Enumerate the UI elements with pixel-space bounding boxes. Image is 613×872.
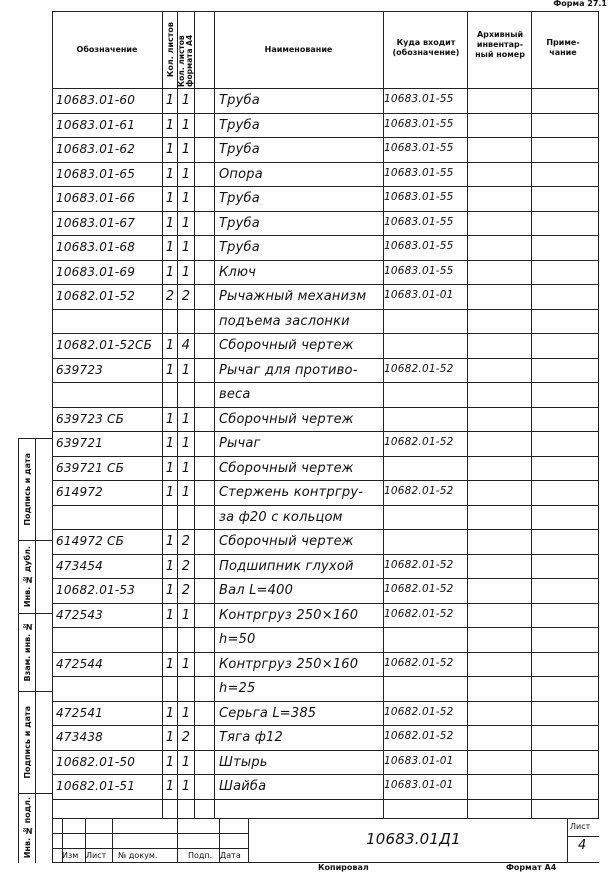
cell-sheets: 1 bbox=[165, 338, 175, 353]
cell-included: 10683.01-01 bbox=[384, 289, 454, 301]
cell-sheets: 1 bbox=[165, 436, 175, 451]
cell-sheets: 1 bbox=[165, 534, 175, 549]
cell-designation: 473438 bbox=[56, 730, 104, 744]
cell-a4: 1 bbox=[181, 754, 191, 770]
cell-a4: 1 bbox=[181, 460, 191, 476]
cell-sheets: 1 bbox=[165, 730, 175, 745]
cell-a4: 1 bbox=[181, 191, 191, 206]
cell-designation: 10682.01-52 bbox=[56, 289, 136, 303]
header-included-in: Куда входит (обозначение) bbox=[392, 38, 460, 57]
cell-sheets: 1 bbox=[165, 362, 175, 378]
cell-a4: 2 bbox=[181, 730, 191, 745]
cell-sheets: 1 bbox=[165, 166, 175, 182]
cell-designation: 10683.01-65 bbox=[56, 166, 136, 181]
cell-sheets: 1 bbox=[165, 240, 175, 255]
cell-included: 10683.01-55 bbox=[384, 142, 454, 154]
cell-sheets: 1 bbox=[165, 705, 175, 721]
cell-name: Вал L=400 bbox=[219, 583, 294, 598]
cell-name: h=25 bbox=[219, 681, 256, 696]
header-a4-count: Кол. листов формата А4 bbox=[177, 34, 194, 87]
footer-copied: Копировал bbox=[318, 863, 369, 872]
title-col-list: Лист bbox=[86, 851, 107, 860]
cell-designation: 10683.01-68 bbox=[56, 240, 136, 254]
cell-a4: 2 bbox=[181, 534, 191, 549]
cell-designation: 10682.01-51 bbox=[56, 779, 136, 793]
cell-a4: 1 bbox=[181, 240, 191, 255]
side-label-repl-no: Взам. инв. № bbox=[22, 622, 32, 682]
header-designation: Обозначение bbox=[76, 45, 138, 54]
cell-sheets: 1 bbox=[165, 779, 175, 794]
cell-included: 10682.01-52 bbox=[384, 705, 454, 718]
cell-name: Тяга ф12 bbox=[219, 730, 283, 745]
cell-designation: 472541 bbox=[56, 705, 104, 720]
cell-designation: 639721 СБ bbox=[56, 460, 125, 475]
cell-designation: 472544 bbox=[56, 656, 104, 671]
cell-a4: 1 bbox=[181, 93, 191, 108]
header-sheet-count: Кол. листов bbox=[165, 22, 175, 78]
cell-designation: 10682.01-52СБ bbox=[56, 338, 153, 352]
cell-sheets: 1 bbox=[165, 411, 175, 427]
cell-designation: 639721 bbox=[56, 436, 104, 450]
cell-a4: 1 bbox=[181, 656, 191, 672]
cell-name: Опора bbox=[219, 166, 263, 182]
title-col-date: Дата bbox=[220, 851, 241, 860]
cell-a4: 1 bbox=[181, 779, 191, 794]
title-col-doc: № докум. bbox=[118, 851, 158, 860]
cell-sheets: 1 bbox=[165, 215, 175, 231]
cell-sheets: 2 bbox=[165, 289, 175, 304]
cell-name: Труба bbox=[219, 240, 260, 255]
cell-designation: 10682.01-53 bbox=[56, 583, 136, 597]
cell-name: подъема заслонки bbox=[219, 313, 350, 329]
cell-a4: 2 bbox=[181, 558, 191, 574]
cell-sheets: 1 bbox=[165, 93, 175, 108]
cell-name: Труба bbox=[219, 93, 260, 108]
cell-name: Труба bbox=[219, 142, 260, 157]
header-name: Наименование bbox=[264, 45, 333, 54]
cell-sheets: 1 bbox=[165, 485, 175, 500]
cell-included: 10682.01-52 bbox=[384, 656, 454, 669]
cell-name: Шайба bbox=[219, 779, 267, 794]
cell-a4: 1 bbox=[181, 166, 191, 182]
cell-included: 10682.01-52 bbox=[384, 558, 454, 571]
cell-designation: 614972 bbox=[56, 485, 104, 499]
cell-a4: 1 bbox=[181, 264, 191, 280]
side-label-sign-date-bottom: Подпись и дата bbox=[22, 705, 32, 779]
cell-sheets: 1 bbox=[165, 142, 175, 157]
cell-designation: 10683.01-66 bbox=[56, 191, 136, 205]
cell-designation: 473454 bbox=[56, 558, 104, 573]
cell-included: 10683.01-55 bbox=[384, 166, 454, 179]
cell-designation: 10682.01-50 bbox=[56, 754, 136, 769]
header-archive-no: Архивный инвентар-ный номер bbox=[475, 30, 525, 59]
cell-name: Штырь bbox=[219, 754, 268, 770]
cell-name: Сборочный чертеж bbox=[219, 411, 354, 427]
cell-a4: 1 bbox=[181, 485, 191, 500]
cell-a4: 1 bbox=[181, 362, 191, 378]
cell-name: за ф20 с кольцом bbox=[219, 509, 343, 525]
cell-designation: 639723 СБ bbox=[56, 411, 125, 426]
cell-included: 10682.01-52 bbox=[384, 607, 454, 620]
cell-designation: 10683.01-67 bbox=[56, 215, 136, 230]
cell-included: 10682.01-52 bbox=[384, 730, 454, 742]
cell-name: Контргруз 250×160 bbox=[219, 607, 359, 623]
cell-name: Серьга L=385 bbox=[219, 705, 317, 721]
cell-a4: 4 bbox=[181, 338, 191, 353]
cell-a4: 1 bbox=[181, 411, 191, 427]
cell-included: 10683.01-55 bbox=[384, 117, 454, 130]
cell-name: Сборочный чертеж bbox=[219, 534, 354, 549]
cell-sheets: 1 bbox=[165, 117, 175, 133]
cell-a4: 1 bbox=[181, 142, 191, 157]
cell-name: h=50 bbox=[219, 632, 256, 647]
side-label-orig-no: Инв. № подл. bbox=[22, 797, 32, 859]
cell-sheets: 1 bbox=[165, 191, 175, 206]
cell-included: 10682.01-52 bbox=[384, 436, 454, 448]
title-col-izm: Изм bbox=[62, 851, 79, 860]
cell-name: Рычажный механизм bbox=[219, 289, 367, 304]
header-note: Приме-чание bbox=[546, 38, 580, 57]
title-col-sign: Подп. bbox=[188, 851, 213, 860]
cell-sheets: 1 bbox=[165, 754, 175, 770]
cell-sheets: 1 bbox=[165, 460, 175, 476]
side-label-sign-date-top: Подпись и дата bbox=[22, 452, 32, 526]
cell-name: Ключ bbox=[219, 264, 256, 280]
cell-sheets: 1 bbox=[165, 558, 175, 574]
cell-a4: 1 bbox=[181, 117, 191, 133]
cell-name: Рычаг bbox=[219, 436, 261, 451]
cell-name: Контргруз 250×160 bbox=[219, 656, 359, 672]
cell-included: 10682.01-52 bbox=[384, 485, 454, 497]
cell-included: 10683.01-01 bbox=[384, 779, 454, 791]
cell-included: 10683.01-01 bbox=[384, 754, 454, 767]
cell-designation: 639723 bbox=[56, 362, 104, 377]
cell-name: Сборочный чертеж bbox=[219, 338, 354, 353]
document-code: 10683.01Д1 bbox=[366, 830, 461, 848]
cell-sheets: 1 bbox=[165, 264, 175, 280]
cell-sheets: 1 bbox=[165, 607, 175, 623]
cell-a4: 1 bbox=[181, 607, 191, 623]
side-label-dupl-no: Инв. № дубл. bbox=[22, 545, 32, 608]
sheet-label: Лист bbox=[570, 822, 591, 831]
cell-name: веса bbox=[219, 387, 251, 402]
form-label: Форма 27.1 bbox=[553, 0, 607, 8]
cell-name: Стержень контргру- bbox=[219, 485, 364, 500]
cell-designation: 614972 СБ bbox=[56, 534, 125, 548]
cell-a4: 2 bbox=[181, 583, 191, 598]
cell-name: Рычаг для противо- bbox=[219, 362, 358, 378]
cell-a4: 1 bbox=[181, 215, 191, 231]
cell-a4: 2 bbox=[181, 289, 191, 304]
cell-name: Труба bbox=[219, 215, 260, 231]
cell-included: 10683.01-55 bbox=[384, 215, 454, 228]
sheet-number: 4 bbox=[578, 838, 587, 853]
cell-included: 10683.01-55 bbox=[384, 240, 454, 252]
cell-sheets: 1 bbox=[165, 656, 175, 672]
cell-a4: 1 bbox=[181, 436, 191, 451]
cell-included: 10682.01-52 bbox=[384, 362, 454, 375]
cell-designation: 10683.01-69 bbox=[56, 264, 136, 279]
cell-name: Подшипник глухой bbox=[219, 558, 354, 574]
cell-name: Сборочный чертеж bbox=[219, 460, 354, 476]
cell-designation: 10683.01-62 bbox=[56, 142, 136, 156]
cell-name: Труба bbox=[219, 117, 260, 133]
cell-included: 10683.01-55 bbox=[384, 93, 454, 105]
cell-designation: 472543 bbox=[56, 607, 104, 622]
footer-format: Формат А4 bbox=[506, 863, 557, 872]
cell-sheets: 1 bbox=[165, 583, 175, 598]
cell-included: 10682.01-52 bbox=[384, 583, 454, 595]
cell-designation: 10683.01-61 bbox=[56, 117, 136, 132]
cell-designation: 10683.01-60 bbox=[56, 93, 136, 107]
cell-included: 10683.01-55 bbox=[384, 264, 454, 277]
cell-a4: 1 bbox=[181, 705, 191, 721]
cell-included: 10683.01-55 bbox=[384, 191, 454, 203]
cell-name: Труба bbox=[219, 191, 260, 206]
